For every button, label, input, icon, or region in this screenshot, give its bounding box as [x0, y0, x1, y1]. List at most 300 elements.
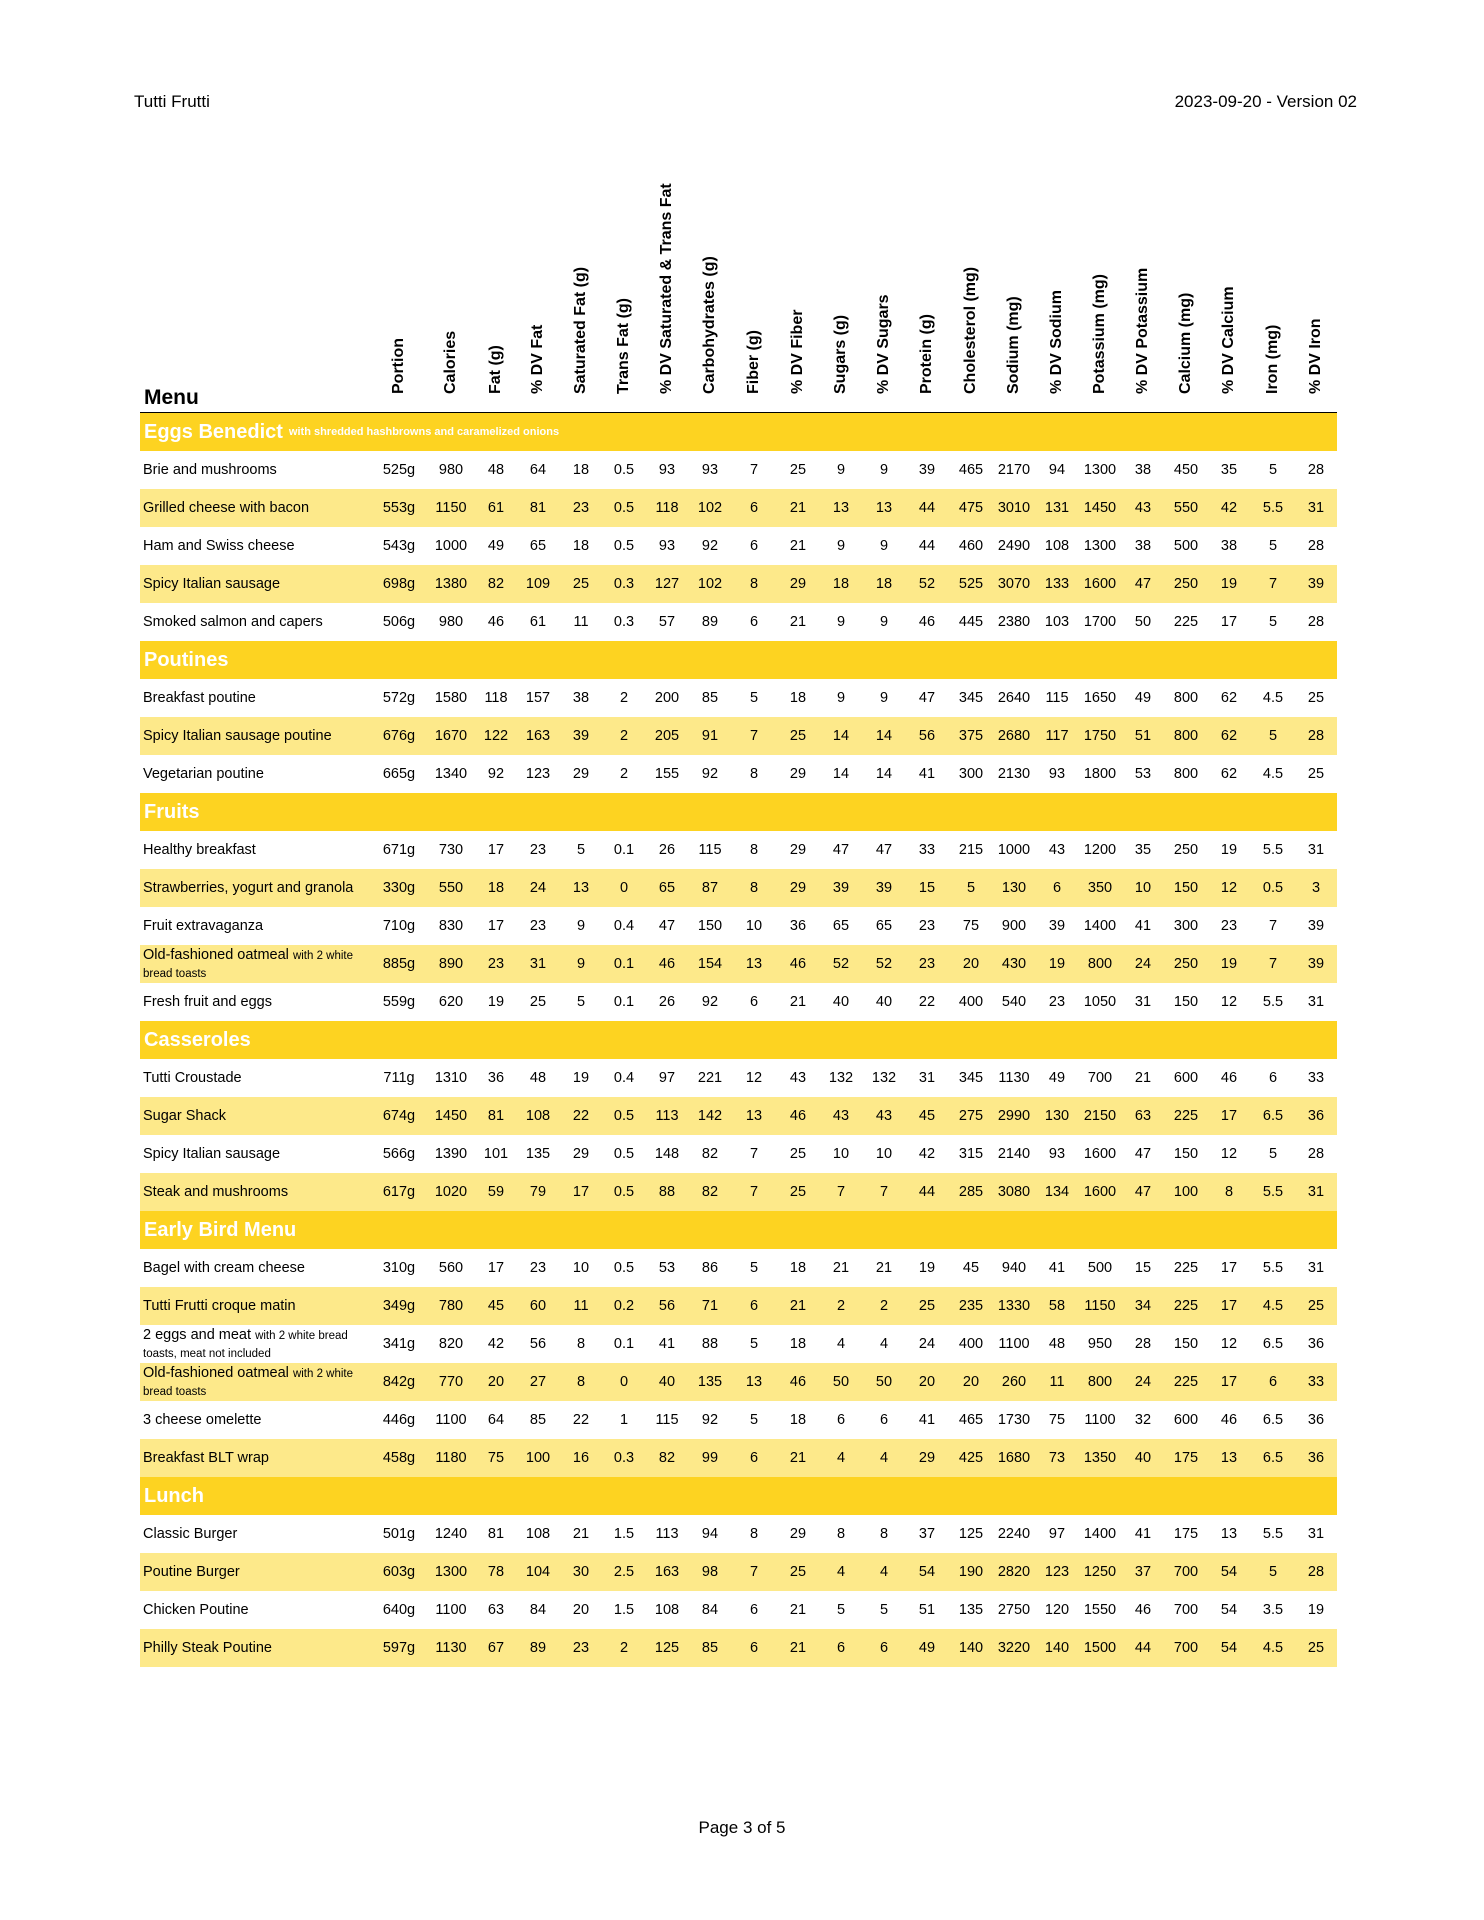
table-cell: 84 [529, 1602, 547, 1618]
table-cell: 46 [789, 956, 807, 972]
table-cell: 30 [572, 1564, 590, 1580]
table-cell: 88 [701, 1336, 719, 1352]
table-cell: 4.5 [1262, 1298, 1284, 1314]
table-cell: 54 [1220, 1602, 1238, 1618]
table-cell: 1100 [435, 1602, 467, 1618]
table-cell: 1730 [997, 1412, 1031, 1428]
table-cell: 9 [836, 690, 846, 706]
column-header [734, 140, 774, 410]
table-cell: 1380 [434, 576, 468, 592]
table-cell: 0.5 [613, 500, 635, 516]
table-cell: 13 [745, 1374, 763, 1390]
table-cell: 150 [1173, 1336, 1199, 1352]
row-name: Old-fashioned oatmeal [143, 1364, 289, 1381]
table-cell: 132 [871, 1070, 897, 1086]
table-cell: 620 [438, 994, 464, 1010]
table-cell: 315 [958, 1146, 984, 1162]
row-name-cell [143, 755, 373, 793]
table-cell: 28 [1307, 538, 1325, 554]
table-cell: 0.3 [613, 1450, 635, 1466]
table-cell: 6 [879, 1640, 889, 1656]
table-row [140, 679, 1337, 717]
column-header-label: % DV Fat [529, 324, 546, 394]
table-cell: 400 [958, 1336, 984, 1352]
table-cell: 1240 [434, 1526, 468, 1542]
table-cell: 0.1 [613, 956, 635, 972]
table-cell: 550 [438, 880, 464, 896]
table-cell: 21 [789, 994, 807, 1010]
section-header [140, 793, 1337, 831]
table-cell: 500 [1173, 538, 1199, 554]
table-row [140, 451, 1337, 489]
row-name-cell [143, 1401, 373, 1439]
table-cell: 39 [1307, 918, 1325, 934]
table-cell: 25 [918, 1298, 936, 1314]
table-row [140, 1363, 1337, 1401]
table-cell: 1150 [435, 500, 467, 516]
table-cell: 1400 [1083, 1526, 1117, 1542]
table-cell: 1250 [1083, 1564, 1117, 1580]
table-cell: 40 [875, 994, 893, 1010]
table-cell: 7 [879, 1184, 889, 1200]
table-cell: 205 [654, 728, 680, 744]
table-cell: 671g [382, 842, 416, 858]
table-cell: 21 [789, 538, 807, 554]
table-cell: 40 [832, 994, 850, 1010]
column-header [1296, 140, 1336, 410]
table-cell: 23 [487, 956, 505, 972]
table-cell: 6 [749, 1640, 759, 1656]
table-cell: 9 [879, 538, 889, 554]
table-cell: 1600 [1083, 576, 1117, 592]
table-cell: 5 [1268, 538, 1278, 554]
row-name-cell [143, 527, 373, 565]
table-cell: 2240 [997, 1526, 1031, 1542]
table-cell: 36 [789, 918, 807, 934]
table-cell: 38 [572, 690, 590, 706]
table-cell: 36 [1307, 1108, 1325, 1124]
table-cell: 135 [958, 1602, 984, 1618]
table-cell: 108 [525, 1526, 551, 1542]
column-header-label: Fat (g) [487, 345, 504, 394]
table-cell: 47 [1134, 576, 1152, 592]
column-header [476, 140, 516, 410]
column-header-label: Portion [390, 338, 407, 394]
table-cell: 700 [1087, 1070, 1113, 1086]
row-name: Breakfast poutine [143, 689, 256, 706]
table-cell: 53 [1134, 766, 1152, 782]
table-cell: 19 [487, 994, 505, 1010]
table-cell: 6 [749, 1298, 759, 1314]
row-note: with 2 white bread toasts, meat not included [143, 1329, 348, 1360]
table-cell: 39 [1307, 956, 1325, 972]
table-cell: 5 [1268, 614, 1278, 630]
table-row [140, 527, 1337, 565]
table-cell: 0 [619, 880, 629, 896]
table-cell: 0.5 [613, 1146, 635, 1162]
table-row [140, 1173, 1337, 1211]
table-cell: 60 [529, 1298, 547, 1314]
table-cell: 7 [1268, 956, 1278, 972]
table-cell: 71 [701, 1298, 719, 1314]
table-cell: 5.5 [1262, 1260, 1284, 1276]
table-cell: 150 [697, 918, 723, 934]
table-row [140, 1059, 1337, 1097]
table-cell: 770 [438, 1374, 464, 1390]
table-cell: 9 [836, 614, 846, 630]
column-header-label: Fiber (g) [745, 330, 762, 394]
table-cell: 600 [1173, 1070, 1199, 1086]
table-cell: 3080 [997, 1184, 1031, 1200]
table-cell: 3.5 [1262, 1602, 1284, 1618]
table-cell: 1580 [434, 690, 468, 706]
table-cell: 6 [879, 1412, 889, 1428]
table-cell: 18 [789, 1412, 807, 1428]
table-cell: 23 [572, 500, 590, 516]
table-cell: 1650 [1083, 690, 1117, 706]
table-cell: 17 [1220, 1374, 1238, 1390]
table-cell: 81 [487, 1526, 505, 1542]
table-cell: 710g [382, 918, 416, 934]
table-cell: 674g [382, 1108, 416, 1124]
table-cell: 88 [658, 1184, 676, 1200]
table-cell: 64 [529, 462, 547, 478]
table-cell: 18 [572, 462, 590, 478]
table-cell: 93 [658, 538, 676, 554]
table-cell: 1700 [1083, 614, 1117, 630]
table-cell: 92 [701, 994, 719, 1010]
table-cell: 375 [958, 728, 984, 744]
table-cell: 29 [789, 576, 807, 592]
table-cell: 550 [1173, 500, 1199, 516]
table-cell: 17 [1220, 1298, 1238, 1314]
table-cell: 34 [1134, 1298, 1152, 1314]
table-cell: 200 [654, 690, 680, 706]
table-cell: 3010 [997, 500, 1031, 516]
table-cell: 97 [1048, 1526, 1066, 1542]
table-cell: 29 [918, 1450, 936, 1466]
table-cell: 48 [1048, 1336, 1066, 1352]
table-cell: 0 [619, 1374, 629, 1390]
table-cell: 51 [918, 1602, 936, 1618]
table-cell: 6.5 [1262, 1108, 1284, 1124]
table-cell: 698g [382, 576, 416, 592]
table-cell: 23 [529, 842, 547, 858]
table-cell: 6.5 [1262, 1450, 1284, 1466]
document-title: Tutti Frutti [134, 92, 210, 111]
table-row [140, 1249, 1337, 1287]
column-header-label: Cholesterol (mg) [962, 266, 979, 394]
table-cell: 842g [382, 1374, 416, 1390]
table-cell: 4 [879, 1564, 889, 1580]
table-cell: 1600 [1083, 1146, 1117, 1162]
table-cell: 22 [572, 1412, 590, 1428]
table-cell: 445 [958, 614, 984, 630]
table-cell: 17 [487, 1260, 505, 1276]
table-cell: 130 [1044, 1108, 1070, 1124]
table-cell: 31 [918, 1070, 936, 1086]
table-cell: 780 [438, 1298, 464, 1314]
table-cell: 73 [1048, 1450, 1066, 1466]
table-cell: 41 [1048, 1260, 1066, 1276]
table-cell: 1300 [1083, 538, 1117, 554]
table-cell: 39 [1307, 576, 1325, 592]
table-cell: 104 [525, 1564, 551, 1580]
table-row [140, 1097, 1337, 1135]
table-row [140, 1401, 1337, 1439]
table-cell: 465 [958, 1412, 984, 1428]
table-cell: 41 [658, 1336, 676, 1352]
table-cell: 9 [879, 690, 889, 706]
table-cell: 19 [1307, 1602, 1325, 1618]
table-row [140, 907, 1337, 945]
row-name-cell [143, 1363, 373, 1401]
row-name: Old-fashioned oatmeal [143, 946, 289, 963]
row-name: Steak and mushrooms [143, 1183, 289, 1200]
table-cell: 92 [701, 1412, 719, 1428]
table-cell: 29 [789, 880, 807, 896]
table-cell: 64 [487, 1412, 505, 1428]
table-cell: 29 [789, 766, 807, 782]
column-header-label: Iron (mg) [1264, 324, 1281, 394]
section-header [140, 1021, 1337, 1059]
table-cell: 250 [1173, 956, 1199, 972]
row-name-cell [143, 1173, 373, 1211]
row-name-cell [143, 907, 373, 945]
table-row [140, 1135, 1337, 1173]
table-cell: 17 [487, 918, 505, 934]
table-cell: 45 [962, 1260, 980, 1276]
table-row [140, 1287, 1337, 1325]
table-cell: 33 [1307, 1374, 1325, 1390]
row-name-cell [143, 1439, 373, 1477]
table-cell: 8 [749, 576, 759, 592]
table-cell: 113 [655, 1526, 679, 1542]
table-cell: 23 [572, 1640, 590, 1656]
table-cell: 21 [789, 500, 807, 516]
table-cell: 0.4 [613, 1070, 635, 1086]
column-header-label: % DV Fiber [789, 309, 806, 394]
table-cell: 23 [918, 956, 936, 972]
table-cell: 285 [958, 1184, 984, 1200]
column-header [821, 140, 861, 410]
table-cell: 20 [962, 1374, 980, 1390]
table-cell: 2750 [997, 1602, 1031, 1618]
table-cell: 8 [749, 1526, 759, 1542]
column-header-label: Sugars (g) [832, 314, 849, 394]
table-cell: 5 [749, 1336, 759, 1352]
table-cell: 18 [832, 576, 850, 592]
column-header [1037, 140, 1077, 410]
table-cell: 250 [1173, 842, 1199, 858]
table-cell: 28 [1307, 728, 1325, 744]
row-name-cell [143, 831, 373, 869]
table-cell: 154 [697, 956, 723, 972]
table-cell: 6 [1268, 1070, 1278, 1086]
table-cell: 163 [525, 728, 551, 744]
column-header [379, 140, 419, 410]
table-cell: 41 [1134, 1526, 1152, 1542]
row-name-cell [143, 983, 373, 1021]
table-cell: 75 [962, 918, 980, 934]
column-header [1253, 140, 1293, 410]
table-cell: 465 [958, 462, 984, 478]
row-name: Smoked salmon and capers [143, 613, 323, 630]
table-cell: 250 [1173, 576, 1199, 592]
table-cell: 2990 [997, 1108, 1031, 1124]
table-cell: 46 [789, 1108, 807, 1124]
table-cell: 18 [875, 576, 893, 592]
table-cell: 51 [1134, 728, 1152, 744]
table-cell: 41 [918, 766, 936, 782]
table-cell: 19 [1220, 576, 1238, 592]
table-cell: 4.5 [1262, 1640, 1284, 1656]
table-cell: 26 [658, 994, 676, 1010]
table-cell: 31 [1307, 842, 1325, 858]
table-cell: 235 [958, 1298, 984, 1314]
table-cell: 5 [1268, 1146, 1278, 1162]
table-cell: 25 [789, 1184, 807, 1200]
table-cell: 13 [1220, 1450, 1238, 1466]
table-cell: 5.5 [1262, 842, 1284, 858]
table-cell: 65 [832, 918, 850, 934]
table-cell: 25 [789, 1564, 807, 1580]
table-cell: 7 [749, 1184, 759, 1200]
table-cell: 6 [749, 500, 759, 516]
row-name: Fresh fruit and eggs [143, 993, 272, 1010]
table-cell: 31 [1307, 1260, 1325, 1276]
table-cell: 0.5 [613, 1184, 635, 1200]
table-cell: 5.5 [1262, 1526, 1284, 1542]
table-cell: 7 [836, 1184, 846, 1200]
table-cell: 29 [572, 766, 590, 782]
table-cell: 123 [1044, 1564, 1070, 1580]
table-cell: 0.5 [613, 462, 635, 478]
column-header-label: Trans Fat (g) [615, 297, 632, 394]
table-cell: 49 [918, 1640, 936, 1656]
table-cell: 62 [1220, 728, 1238, 744]
table-cell: 39 [1048, 918, 1066, 934]
table-cell: 18 [789, 690, 807, 706]
table-cell: 23 [529, 1260, 547, 1276]
row-name: Tutti Croustade [143, 1069, 242, 1086]
table-cell: 42 [918, 1146, 936, 1162]
table-cell: 78 [487, 1564, 505, 1580]
table-cell: 25 [789, 462, 807, 478]
table-cell: 1550 [1083, 1602, 1117, 1618]
table-cell: 93 [1048, 766, 1066, 782]
row-name-cell [143, 1059, 373, 1097]
table-cell: 4 [879, 1336, 889, 1352]
table-cell: 275 [958, 1108, 984, 1124]
table-cell: 5 [576, 994, 586, 1010]
table-cell: 36 [1307, 1450, 1325, 1466]
table-cell: 350 [1087, 880, 1113, 896]
table-cell: 4 [879, 1450, 889, 1466]
table-cell: 525g [382, 462, 416, 478]
table-cell: 150 [1173, 880, 1199, 896]
table-cell: 101 [483, 1146, 509, 1162]
table-cell: 118 [655, 500, 679, 516]
table-cell: 1180 [435, 1450, 467, 1466]
table-cell: 21 [789, 1602, 807, 1618]
table-cell: 25 [1307, 1640, 1325, 1656]
table-cell: 345 [958, 1070, 984, 1086]
table-cell: 1680 [997, 1450, 1031, 1466]
table-cell: 100 [525, 1450, 551, 1466]
table-cell: 100 [1173, 1184, 1199, 1200]
table-cell: 800 [1087, 956, 1113, 972]
table-cell: 45 [918, 1108, 936, 1124]
table-cell: 12 [1220, 1146, 1238, 1162]
table-cell: 135 [697, 1374, 723, 1390]
table-cell: 65 [875, 918, 893, 934]
table-cell: 10 [745, 918, 763, 934]
table-cell: 175 [1173, 1450, 1199, 1466]
row-name-cell [143, 717, 373, 755]
table-cell: 460 [958, 538, 984, 554]
table-cell: 125 [654, 1640, 680, 1656]
table-cell: 36 [1307, 1336, 1325, 1352]
table-cell: 1300 [434, 1564, 468, 1580]
table-cell: 58 [1048, 1298, 1066, 1314]
table-cell: 25 [789, 1146, 807, 1162]
table-cell: 23 [1048, 994, 1066, 1010]
table-cell: 21 [875, 1260, 893, 1276]
table-cell: 94 [1048, 462, 1066, 478]
column-header-label: % DV Sugars [875, 294, 892, 394]
row-name: Classic Burger [143, 1525, 238, 1542]
table-cell: 603g [382, 1564, 416, 1580]
table-cell: 5.5 [1262, 1184, 1284, 1200]
table-cell: 31 [1307, 1184, 1325, 1200]
column-header-label: % DV Potassium [1134, 267, 1151, 394]
table-cell: 8 [836, 1526, 846, 1542]
table-cell: 10 [832, 1146, 850, 1162]
table-cell: 0.5 [1262, 880, 1284, 896]
table-cell: 40 [1134, 1450, 1152, 1466]
table-cell: 20 [918, 1374, 936, 1390]
table-cell: 260 [1001, 1374, 1027, 1390]
table-cell: 800 [1173, 728, 1199, 744]
table-cell: 885g [382, 956, 416, 972]
table-cell: 75 [487, 1450, 505, 1466]
table-cell: 43 [875, 1108, 893, 1124]
table-cell: 44 [1134, 1640, 1152, 1656]
table-cell: 28 [1307, 462, 1325, 478]
table-cell: 900 [1001, 918, 1027, 934]
table-cell: 82 [658, 1450, 676, 1466]
table-cell: 36 [1307, 1412, 1325, 1428]
table-cell: 7 [749, 1146, 759, 1162]
table-cell: 86 [701, 1260, 719, 1276]
table-cell: 155 [654, 766, 680, 782]
table-cell: 4 [836, 1450, 846, 1466]
page-number: Page 3 of 5 [698, 1818, 786, 1837]
table-cell: 980 [438, 614, 464, 630]
table-cell: 640g [382, 1602, 416, 1618]
table-cell: 1020 [434, 1184, 468, 1200]
table-cell: 425 [958, 1450, 984, 1466]
row-name-cell [143, 451, 373, 489]
column-header-label: Carbohydrates (g) [701, 256, 718, 394]
table-cell: 59 [487, 1184, 505, 1200]
table-cell: 44 [918, 538, 936, 554]
row-name: Fruit extravaganza [143, 917, 264, 934]
table-cell: 46 [789, 1374, 807, 1390]
table-cell: 44 [918, 1184, 936, 1200]
table-cell: 113 [655, 1108, 679, 1124]
